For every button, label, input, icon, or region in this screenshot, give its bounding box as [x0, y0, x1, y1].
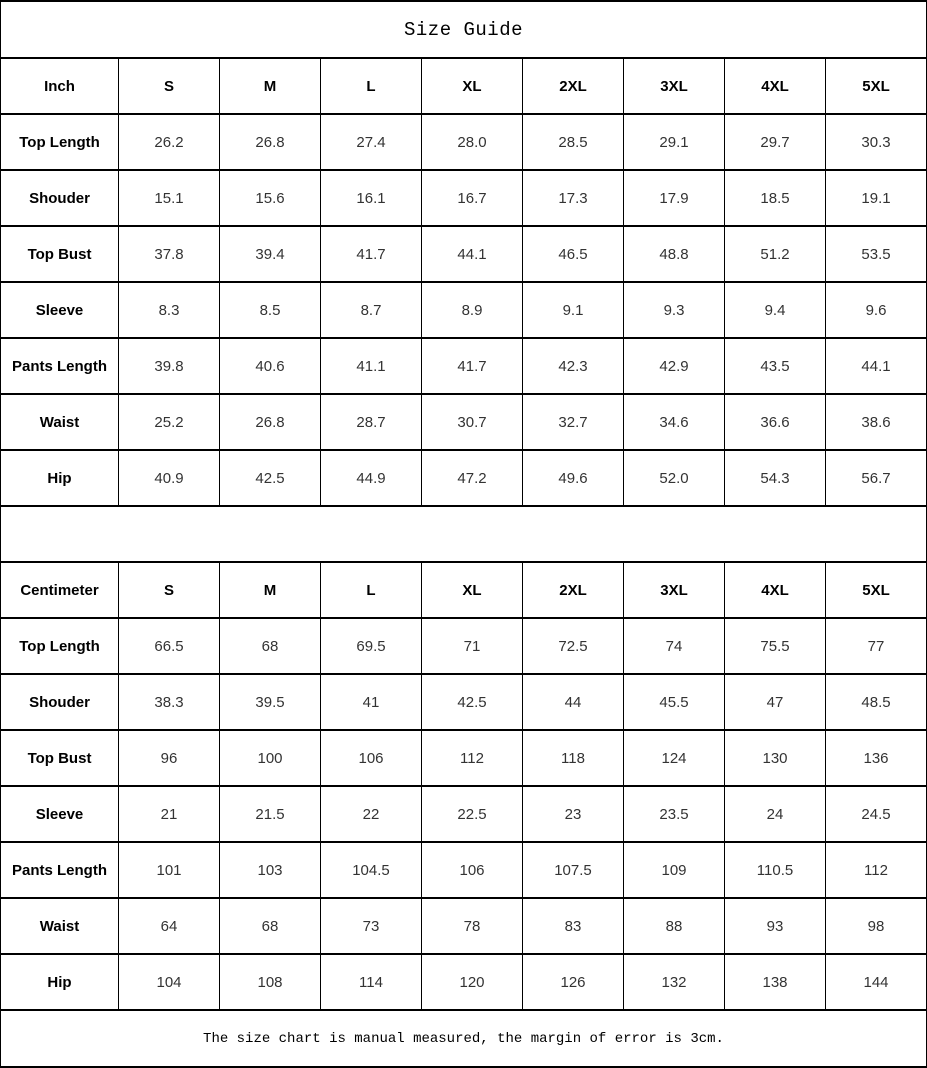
measurement-row: [1, 954, 927, 1010]
size-value: 100: [220, 730, 321, 786]
size-value: 132: [624, 954, 725, 1010]
measurement-row: [1, 674, 927, 730]
size-value: 53.5: [826, 226, 927, 282]
size-value: 108: [220, 954, 321, 1010]
size-value: 136: [826, 730, 927, 786]
size-value: 110.5: [725, 842, 826, 898]
size-value: 36.6: [725, 394, 826, 450]
footer-row: [1, 1010, 927, 1067]
size-value: 64: [119, 898, 220, 954]
size-value: 21: [119, 786, 220, 842]
measurement-row: [1, 730, 927, 786]
size-value: 126: [523, 954, 624, 1010]
size-column-header: XL: [422, 562, 523, 618]
row-label: Pants Length: [1, 842, 119, 898]
row-label: Sleeve: [1, 786, 119, 842]
size-value: 15.6: [220, 170, 321, 226]
size-column-header: 3XL: [624, 58, 725, 114]
row-label: Top Length: [1, 114, 119, 170]
measurement-row: [1, 226, 927, 282]
inch-header-row: [1, 58, 927, 114]
size-value: 44: [523, 674, 624, 730]
size-value: 47.2: [422, 450, 523, 506]
size-value: 15.1: [119, 170, 220, 226]
row-label: Waist: [1, 394, 119, 450]
size-value: 37.8: [119, 226, 220, 282]
size-column-header: 4XL: [725, 562, 826, 618]
row-label: Top Bust: [1, 730, 119, 786]
size-value: 22.5: [422, 786, 523, 842]
size-value: 88: [624, 898, 725, 954]
size-value: 48.5: [826, 674, 927, 730]
size-value: 39.8: [119, 338, 220, 394]
size-value: 30.3: [826, 114, 927, 170]
size-value: 17.3: [523, 170, 624, 226]
size-value: 98: [826, 898, 927, 954]
size-value: 138: [725, 954, 826, 1010]
size-value: 27.4: [321, 114, 422, 170]
size-value: 19.1: [826, 170, 927, 226]
size-value: 38.6: [826, 394, 927, 450]
size-value: 26.2: [119, 114, 220, 170]
row-label: Top Length: [1, 618, 119, 674]
size-value: 42.5: [220, 450, 321, 506]
footer-section: [1, 1010, 927, 1067]
size-column-header: M: [220, 58, 321, 114]
size-value: 16.1: [321, 170, 422, 226]
size-value: 9.6: [826, 282, 927, 338]
size-value: 56.7: [826, 450, 927, 506]
size-value: 114: [321, 954, 422, 1010]
size-value: 45.5: [624, 674, 725, 730]
size-value: 68: [220, 898, 321, 954]
size-value: 106: [422, 842, 523, 898]
size-value: 71: [422, 618, 523, 674]
unit-header-inch: Inch: [1, 58, 119, 114]
size-value: 28.0: [422, 114, 523, 170]
size-column-header: M: [220, 562, 321, 618]
size-value: 112: [422, 730, 523, 786]
row-label: Top Bust: [1, 226, 119, 282]
size-value: 69.5: [321, 618, 422, 674]
row-label: Shouder: [1, 674, 119, 730]
size-value: 44.1: [422, 226, 523, 282]
measurement-row: [1, 786, 927, 842]
size-column-header: 2XL: [523, 58, 624, 114]
size-value: 39.4: [220, 226, 321, 282]
inch-size-table: [1, 58, 927, 506]
row-label: Shouder: [1, 170, 119, 226]
size-value: 118: [523, 730, 624, 786]
measurement-row: [1, 450, 927, 506]
size-value: 107.5: [523, 842, 624, 898]
size-column-header: 5XL: [826, 562, 927, 618]
size-value: 40.6: [220, 338, 321, 394]
measurement-row: [1, 618, 927, 674]
table-spacer-row: [1, 506, 927, 562]
size-value: 39.5: [220, 674, 321, 730]
size-value: 9.1: [523, 282, 624, 338]
size-value: 104.5: [321, 842, 422, 898]
title-row: [1, 1, 927, 58]
size-value: 40.9: [119, 450, 220, 506]
size-value: 43.5: [725, 338, 826, 394]
size-value: 44.9: [321, 450, 422, 506]
size-value: 41: [321, 674, 422, 730]
size-value: 144: [826, 954, 927, 1010]
size-value: 96: [119, 730, 220, 786]
size-value: 120: [422, 954, 523, 1010]
size-value: 48.8: [624, 226, 725, 282]
size-value: 22: [321, 786, 422, 842]
centimeter-header-row: [1, 562, 927, 618]
row-label: Hip: [1, 450, 119, 506]
size-value: 28.7: [321, 394, 422, 450]
size-value: 103: [220, 842, 321, 898]
size-value: 52.0: [624, 450, 725, 506]
size-value: 29.1: [624, 114, 725, 170]
size-value: 44.1: [826, 338, 927, 394]
size-value: 42.3: [523, 338, 624, 394]
size-value: 29.7: [725, 114, 826, 170]
measurement-note: The size chart is manual measured, the margin of error is 3cm.: [1, 1010, 927, 1067]
size-value: 8.9: [422, 282, 523, 338]
size-value: 72.5: [523, 618, 624, 674]
size-value: 41.7: [422, 338, 523, 394]
size-value: 42.9: [624, 338, 725, 394]
size-value: 8.3: [119, 282, 220, 338]
size-value: 130: [725, 730, 826, 786]
size-value: 42.5: [422, 674, 523, 730]
size-column-header: 3XL: [624, 562, 725, 618]
size-value: 106: [321, 730, 422, 786]
size-value: 18.5: [725, 170, 826, 226]
size-column-header: 4XL: [725, 58, 826, 114]
measurement-row: [1, 114, 927, 170]
size-value: 9.4: [725, 282, 826, 338]
size-value: 24.5: [826, 786, 927, 842]
size-value: 101: [119, 842, 220, 898]
size-value: 54.3: [725, 450, 826, 506]
size-value: 124: [624, 730, 725, 786]
centimeter-size-table: [1, 562, 927, 1010]
size-column-header: XL: [422, 58, 523, 114]
size-value: 9.3: [624, 282, 725, 338]
size-column-header: L: [321, 562, 422, 618]
size-value: 23.5: [624, 786, 725, 842]
size-value: 68: [220, 618, 321, 674]
size-column-header: S: [119, 562, 220, 618]
size-value: 8.7: [321, 282, 422, 338]
size-value: 25.2: [119, 394, 220, 450]
size-value: 8.5: [220, 282, 321, 338]
title-section: [1, 1, 927, 58]
size-value: 21.5: [220, 786, 321, 842]
size-value: 17.9: [624, 170, 725, 226]
size-value: 47: [725, 674, 826, 730]
size-value: 83: [523, 898, 624, 954]
size-value: 26.8: [220, 394, 321, 450]
size-value: 30.7: [422, 394, 523, 450]
measurement-row: [1, 898, 927, 954]
row-label: Waist: [1, 898, 119, 954]
size-value: 78: [422, 898, 523, 954]
size-value: 16.7: [422, 170, 523, 226]
size-value: 34.6: [624, 394, 725, 450]
size-column-header: L: [321, 58, 422, 114]
table-spacer: [1, 506, 927, 562]
row-label: Pants Length: [1, 338, 119, 394]
size-value: 46.5: [523, 226, 624, 282]
measurement-row: [1, 282, 927, 338]
measurement-row: [1, 338, 927, 394]
size-value: 28.5: [523, 114, 624, 170]
spacer-section: [1, 506, 927, 562]
size-value: 112: [826, 842, 927, 898]
size-column-header: S: [119, 58, 220, 114]
row-label: Sleeve: [1, 282, 119, 338]
size-value: 74: [624, 618, 725, 674]
size-value: 26.8: [220, 114, 321, 170]
unit-header-centimeter: Centimeter: [1, 562, 119, 618]
size-value: 66.5: [119, 618, 220, 674]
size-value: 32.7: [523, 394, 624, 450]
measurement-row: [1, 170, 927, 226]
size-value: 93: [725, 898, 826, 954]
size-value: 38.3: [119, 674, 220, 730]
size-value: 41.7: [321, 226, 422, 282]
size-value: 49.6: [523, 450, 624, 506]
size-value: 73: [321, 898, 422, 954]
measurement-row: [1, 842, 927, 898]
size-value: 51.2: [725, 226, 826, 282]
size-column-header: 2XL: [523, 562, 624, 618]
measurement-row: [1, 394, 927, 450]
size-value: 75.5: [725, 618, 826, 674]
size-value: 23: [523, 786, 624, 842]
size-value: 41.1: [321, 338, 422, 394]
size-value: 77: [826, 618, 927, 674]
size-value: 109: [624, 842, 725, 898]
size-guide-title: Size Guide: [1, 1, 927, 58]
row-label: Hip: [1, 954, 119, 1010]
size-value: 104: [119, 954, 220, 1010]
size-value: 24: [725, 786, 826, 842]
size-column-header: 5XL: [826, 58, 927, 114]
